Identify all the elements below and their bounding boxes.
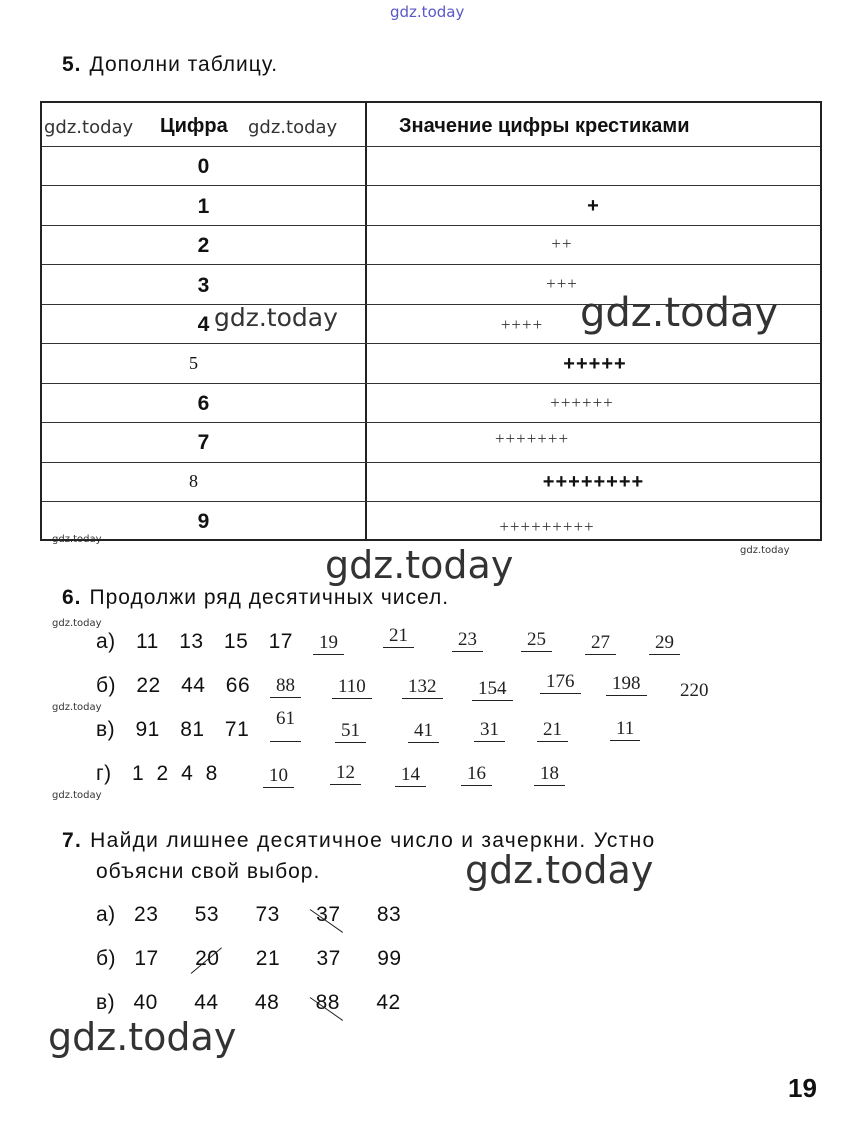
odd-row [96, 947, 416, 971]
table-digit: 1 [197, 195, 210, 218]
series-answer: 12 [330, 763, 361, 785]
table-digit: 3 [197, 274, 210, 297]
series-answer: 10 [263, 766, 294, 788]
series-answer: 220 [680, 680, 709, 701]
odd-number-crossed [316, 991, 340, 1015]
odd-number: 88 [315, 991, 340, 1014]
watermark: gdz.today [52, 618, 102, 629]
row-divider [42, 185, 820, 186]
table-digit: 0 [197, 155, 210, 178]
odd-row [96, 903, 415, 927]
series-answer: 31 [474, 720, 505, 742]
header-value: Значение цифры крестиками [399, 115, 690, 137]
task6-number: 6. [62, 586, 82, 609]
odd-number: 48 [254, 991, 280, 1014]
odd-label: в) [96, 991, 116, 1014]
series-number: 44 [181, 674, 206, 697]
series-number: 4 [181, 762, 194, 785]
series-number: 17 [268, 630, 293, 653]
task7-number: 7. [62, 829, 83, 852]
series-answer: 132 [402, 677, 443, 699]
series-row [96, 674, 264, 698]
series-answer: 27 [585, 633, 616, 655]
watermark: gdz.today [48, 1015, 237, 1059]
row-divider [42, 225, 820, 226]
table-digit: 4 [197, 313, 210, 336]
table-digit-handwritten: 5 [189, 353, 198, 373]
series-number: 1 [132, 762, 145, 785]
series-answer: 21 [383, 626, 414, 648]
watermark: gdz.today [52, 534, 102, 545]
series-number: 8 [205, 762, 218, 785]
table-crosses-handwritten: ++ [551, 234, 573, 253]
table-digit: 2 [197, 234, 210, 257]
series-row [96, 762, 232, 786]
series-row [96, 630, 307, 654]
watermark-top: gdz.today [390, 3, 465, 21]
watermark: gdz.today [214, 303, 338, 332]
task6-text: Продолжи ряд десятичных чисел. [89, 586, 450, 609]
series-label: г) [96, 762, 112, 785]
series-answer: 23 [452, 630, 483, 652]
table-crosses: + [587, 195, 600, 217]
odd-row [96, 991, 415, 1015]
task7-text-line1: Найди лишнее десятичное число и зачеркни. Устно [90, 829, 656, 852]
watermark: gdz.today [580, 290, 779, 336]
series-answer: 110 [332, 677, 372, 699]
header-digit: Цифра [160, 115, 228, 137]
odd-number: 37 [316, 947, 341, 970]
series-label: б) [96, 674, 117, 697]
odd-number: 53 [194, 903, 220, 926]
series-number: 71 [224, 718, 250, 741]
task6-title [62, 586, 449, 610]
series-answer: 51 [335, 721, 366, 743]
watermark: gdz.today [465, 848, 654, 892]
table-digit: 6 [197, 392, 210, 415]
table-crosses-handwritten: +++ [546, 274, 578, 293]
watermark: gdz.today [52, 702, 102, 713]
odd-number: 17 [134, 947, 159, 970]
series-answer: 29 [649, 633, 680, 655]
series-answer: 61 [270, 709, 301, 742]
series-answer: 14 [395, 765, 426, 787]
task5-number: 5. [62, 53, 82, 76]
odd-number: 42 [376, 991, 401, 1014]
series-answer: 25 [521, 630, 552, 652]
series-answer: 41 [408, 721, 439, 743]
table-digit: 7 [197, 431, 210, 454]
series-number: 15 [223, 630, 249, 653]
odd-number: 37 [316, 903, 341, 926]
odd-number: 23 [134, 903, 159, 926]
row-divider [42, 462, 820, 463]
digits-table [40, 101, 822, 541]
series-label: а) [96, 630, 116, 653]
odd-number: 21 [255, 947, 281, 970]
table-crosses-handwritten: ++++ [500, 315, 544, 334]
series-answer: 11 [610, 719, 640, 741]
table-crosses: ++++++++ [542, 471, 645, 493]
odd-number: 44 [194, 991, 219, 1014]
odd-label: б) [96, 947, 117, 970]
row-divider [42, 146, 820, 147]
series-answer: 154 [472, 679, 513, 701]
task7-title [62, 829, 656, 853]
watermark: gdz.today [248, 117, 338, 138]
series-number: 11 [136, 630, 159, 653]
row-divider [42, 422, 820, 423]
series-answer: 16 [461, 764, 492, 786]
table-crosses-handwritten: +++++++++ [499, 517, 595, 536]
row-divider [42, 264, 820, 265]
table-crosses: +++++ [563, 353, 627, 375]
watermark: gdz.today [740, 545, 790, 556]
series-row [96, 718, 263, 742]
series-label: в) [96, 718, 116, 741]
series-answer: 21 [537, 720, 568, 742]
row-divider [42, 304, 820, 305]
odd-number: 40 [133, 991, 158, 1014]
series-number: 13 [179, 630, 204, 653]
odd-number: 73 [255, 903, 280, 926]
series-number: 81 [180, 718, 205, 741]
odd-number-crossed [195, 947, 219, 971]
series-number: 22 [136, 674, 161, 697]
task7-title-line2: объясни свой выбор. [96, 860, 321, 883]
task5-title [62, 53, 278, 77]
series-answer: 176 [540, 672, 581, 694]
series-answer: 198 [606, 674, 647, 696]
page-number: 19 [788, 1073, 817, 1103]
row-divider [42, 501, 820, 502]
odd-number: 99 [377, 947, 402, 970]
series-number: 2 [156, 762, 169, 785]
table-digit: 9 [197, 510, 210, 533]
watermark: gdz.today [44, 117, 134, 138]
odd-label: а) [96, 903, 116, 926]
series-number: 66 [225, 674, 251, 697]
series-answer: 19 [313, 633, 344, 655]
odd-number: 83 [376, 903, 402, 926]
odd-number: 20 [195, 947, 220, 970]
table-digit-handwritten: 8 [189, 471, 198, 491]
table-crosses-handwritten: +++++++ [494, 429, 570, 448]
row-divider [42, 343, 820, 344]
odd-number-crossed [316, 903, 340, 927]
watermark: gdz.today [325, 543, 514, 587]
series-answer: 88 [270, 676, 301, 698]
watermark: gdz.today [52, 790, 102, 801]
series-number: 91 [135, 718, 160, 741]
series-answer: 18 [534, 764, 565, 786]
task5-text: Дополни таблицу. [89, 53, 279, 76]
table-crosses-handwritten: ++++++ [550, 393, 614, 412]
row-divider [42, 383, 820, 384]
